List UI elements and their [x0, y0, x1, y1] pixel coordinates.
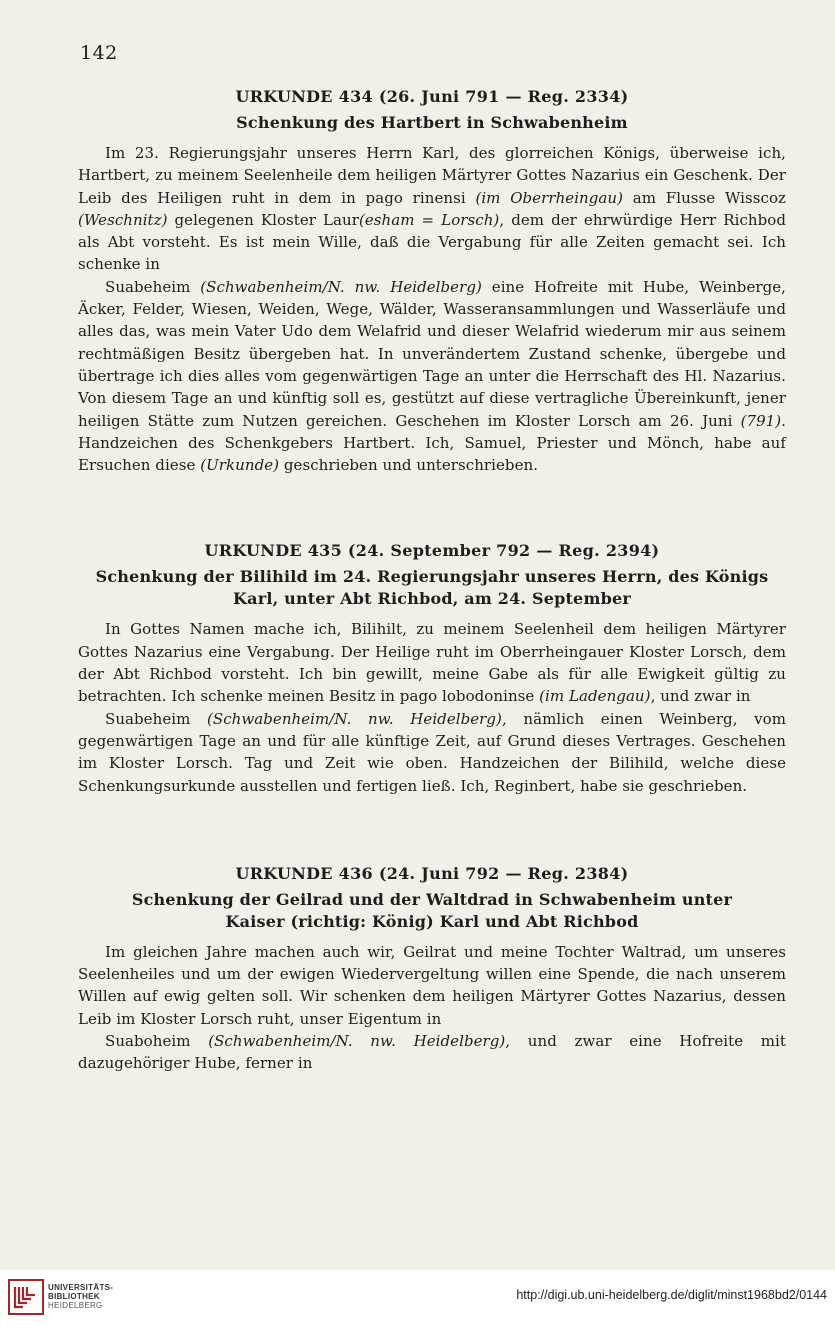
- title-line: Schenkung der Bilihild im 24. Regierungsjahr unseres Herrn, des Königs: [95, 567, 769, 587]
- text-run: geschrieben und unterschrieben.: [279, 456, 539, 475]
- title-line: Karl, unter Abt Richbod, am 24. September: [233, 589, 631, 609]
- text-run: . Handzeichen des Schenkgebers Hartbert. Ich, Samuel, Priester und Mönch, habe auf Ersuchen diese: [78, 411, 786, 475]
- urkunde-434: [78, 86, 786, 476]
- urkunde-435: [78, 540, 786, 796]
- urkunde-436: [78, 863, 786, 1075]
- paragraph: [78, 708, 786, 797]
- text-run: Suabeheim: [105, 277, 201, 296]
- permalink-url[interactable]: http://digi.ub.uni-heidelberg.de/diglit/minst1968bd2/0144: [516, 1288, 827, 1302]
- urkunde-title: [78, 566, 786, 610]
- italic-run: (Weschnitz): [78, 210, 168, 229]
- page-number: 142: [80, 42, 118, 64]
- paragraph: [78, 941, 786, 1030]
- paragraph: [78, 142, 786, 276]
- text-run: gelegenen Kloster Laur: [167, 210, 359, 229]
- text-run: , nämlich einen Weinberg, vom gegenwärtigen Tage an und für alle künftige Zeit, auf Grund dieses Vertrages. Geschehen im Kloster Lorsch. Tag und Zeit wie oben. Handzeichen der Bilihild, welche diese Schenkungsurkunde ausstellen und fertigen ließ. Ich, Reginbert, habe sie geschrieben.: [78, 709, 786, 795]
- title-line: Schenkung des Hartbert in Schwabenheim: [236, 113, 628, 132]
- urkunde-title: [78, 112, 786, 134]
- title-line: Kaiser (richtig: König) Karl und Abt Richbod: [225, 911, 639, 931]
- urkunde-heading: URKUNDE 434 (26. Juni 791 — Reg. 2334): [235, 87, 629, 106]
- text-run: , und zwar eine Hofreite mit dazugehöriger Hube, ferner in: [78, 1032, 786, 1073]
- paragraph: [78, 1030, 786, 1075]
- text-run: , dem der ehrwürdige Herr Richbod als Abt vorsteht. Es ist mein Wille, daß die Vergabung für alle Zeiten gemacht sei. Ich schenke in: [78, 210, 786, 274]
- text-run: eine Hofreite mit Hube, Weinberge, Äcker, Felder, Wiesen, Weiden, Wege, Wälder, Wasseransammlungen und Wasserläufe und alles das, was mein Vater Udo dem Welafrid und dieser Welafrid wiederum mir aus seinem rechtmäßigen Besitz übergeben hat. In unverändertem Zustand schenke, übergebe und übertrage ich dies alles vom gegenwärtigen Tage an unter die Herrschaft des Hl. Nazarius. Von diesem Tage an und künftig soll es, gestützt auf diese vertragliche Übereinkunft, jener heiligen Stätte zum Nutzen gereichen. Geschehen im Kloster Lorsch am 26. Juni: [78, 277, 786, 430]
- paragraph: [78, 276, 786, 477]
- text-run: , und zwar in: [650, 687, 751, 706]
- urkunde-title: [78, 889, 786, 933]
- italic-run: (Schwabenheim/N. nw. Heidelberg): [208, 1032, 506, 1051]
- text-run: In Gottes Namen mache ich, Bilihilt, zu meinem Seelenheil dem heiligen Märtyrer Gottes Nazarius eine Vergabung. Der Heilige ruht im Oberrheingauer Kloster Lorsch, dem der Abt Richbod vorsteht. Ich bin gewillt, meine Gabe als für alle Ewigkeit gültig zu betrachten. Ich schenke meinen Besitz in pago lobodoninse: [78, 620, 786, 706]
- title-line: Schenkung der Geilrad und der Waltdrad in Schwabenheim unter: [131, 889, 733, 909]
- library-name-line: UNIVERSITÄTS-: [48, 1283, 114, 1292]
- italic-run: (im Oberrheingau): [475, 188, 624, 207]
- text-run: am Flusse Wisscoz: [623, 188, 786, 207]
- paragraph: [78, 618, 786, 707]
- italic-run: (Urkunde): [200, 456, 280, 475]
- text-run: Suabeheim: [105, 709, 207, 728]
- italic-run: (Schwabenheim/N. nw. Heidelberg): [200, 277, 482, 296]
- italic-run: (im Ladengau): [539, 687, 651, 706]
- text-run: Suaboheim: [105, 1032, 209, 1051]
- footer-bar: [0, 1270, 835, 1325]
- library-logo-icon[interactable]: [8, 1279, 44, 1315]
- urkunde-heading: URKUNDE 436 (24. Juni 792 — Reg. 2384): [235, 863, 629, 883]
- library-name-line: BIBLIOTHEK: [48, 1292, 100, 1301]
- italic-run: (Schwabenheim/N. nw. Heidelberg): [206, 709, 502, 728]
- library-name: [48, 1283, 113, 1310]
- text-run: Im 23. Regierungsjahr unseres Herrn Karl, des glorreichen Königs, überweise ich, Hartbert, zu meinem Seelenheile dem heiligen Märtyrer Gottes Nazarius ein Geschenk. Der Leib des Heiligen ruht in dem in pago rinensi: [78, 144, 786, 207]
- text-run: Im gleichen Jahre machen auch wir, Geilrat und meine Tochter Waltrad, um unseres Seelenheiles und um der ewigen Wiedervergeltung willen eine Spende, die nach unserem Willen auf ewig gelten soll. Wir schenken dem heiligen Märtyrer Gottes Nazarius, dessen Leib im Kloster Lorsch ruht, unser Eigentum in: [78, 942, 786, 1028]
- urkunde-heading: URKUNDE 435 (24. September 792 — Reg. 2394): [204, 541, 660, 561]
- library-name-line: HEIDELBERG: [48, 1301, 103, 1310]
- italic-run: (esham = Lorsch): [358, 210, 500, 229]
- document-body: [78, 86, 786, 1075]
- italic-run: (791): [740, 411, 782, 430]
